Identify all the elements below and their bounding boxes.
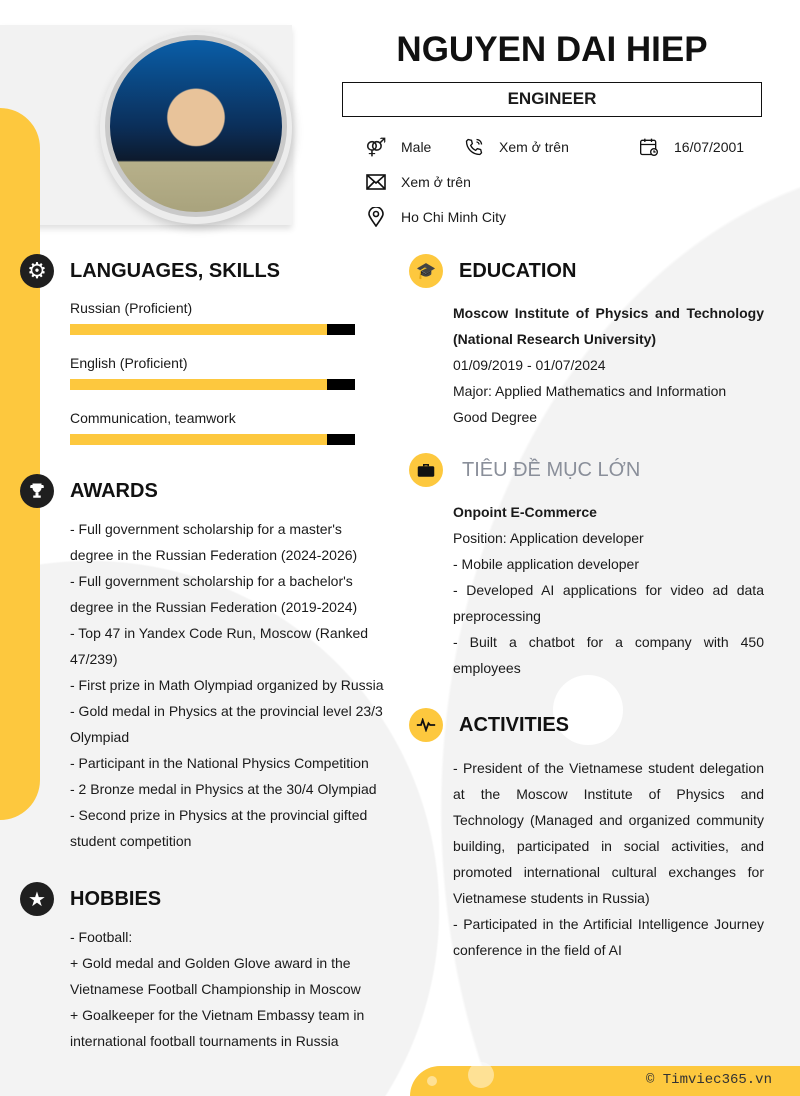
footer-bar xyxy=(410,1066,800,1096)
experience-item: - Developed AI applications for video ad data preprocessing xyxy=(453,582,764,624)
experience-item: - Built a chatbot for a company with 450 employees xyxy=(453,634,764,676)
education-details xyxy=(453,300,764,430)
skill-bar-fill xyxy=(70,324,327,335)
skill-bar xyxy=(70,379,355,390)
skills-list xyxy=(70,300,355,465)
education-dates: 01/09/2019 - 01/07/2024 xyxy=(453,357,606,373)
location-pin-icon xyxy=(365,206,387,228)
award-item: - Participant in the National Physics Competition xyxy=(70,755,369,771)
award-item: - Top 47 in Yandex Code Run, Moscow (Ranked 47/239) xyxy=(70,625,369,667)
phone-value: Xem ở trên xyxy=(499,139,569,155)
footer-credit[interactable]: © Timviec365.vn xyxy=(645,1072,772,1088)
pulse-icon xyxy=(409,708,443,742)
avatar xyxy=(105,35,287,217)
address-item xyxy=(365,206,506,228)
hobbies-heading: HOBBIES xyxy=(70,888,162,910)
hobby-item: + Gold medal and Golden Glove award in the Vietnamese Football Championship in Moscow xyxy=(70,955,361,997)
award-item: - Second prize in Physics at the provincial gifted student competition xyxy=(70,807,368,849)
experience-item: - Mobile application developer xyxy=(453,556,639,572)
skill-bar xyxy=(70,434,355,445)
skills-heading: LANGUAGES, SKILLS xyxy=(70,260,281,282)
company-name: Onpoint E-Commerce xyxy=(453,504,597,520)
skill-bar-fill xyxy=(70,379,327,390)
skill-label: Russian (Proficient) xyxy=(70,300,193,316)
email-item xyxy=(365,171,471,193)
award-item: - Full government scholarship for a master's degree in the Russian Federation (2024-2026) xyxy=(70,521,358,563)
gender-value: Male xyxy=(401,139,432,155)
birthday-value: 16/07/2001 xyxy=(674,139,745,155)
award-item: - Full government scholarship for a bachelor's degree in the Russian Federation (2019-2024) xyxy=(70,573,358,615)
graduation-cap-icon: 🎓 xyxy=(409,254,443,288)
gear-icon: ⚙ xyxy=(20,254,54,288)
accent-bar xyxy=(0,108,40,820)
candidate-name: NGUYEN DAI HIEP xyxy=(396,30,708,69)
education-heading: EDUCATION xyxy=(459,260,577,282)
footer-dot xyxy=(468,1062,494,1088)
footer-dot xyxy=(427,1076,437,1086)
skill-label: Communication, teamwork xyxy=(70,410,236,426)
briefcase-icon xyxy=(409,453,443,487)
school-name: Moscow Institute of Physics and Technology (National Research University) xyxy=(453,305,764,347)
hobby-item: - Football: xyxy=(70,929,133,945)
experience-heading: TIÊU ĐỀ MỤC LỚN xyxy=(462,459,641,481)
address-value: Ho Chi Minh City xyxy=(401,209,507,225)
hobby-item: + Goalkeeper for the Vietnam Embassy team in international football tournaments in Russia xyxy=(70,1007,365,1049)
avatar-frame xyxy=(100,32,292,224)
star-icon: ★ xyxy=(20,882,54,916)
education-major: Major: Applied Mathematics and Information xyxy=(453,383,727,399)
email-value: Xem ở trên xyxy=(401,174,471,190)
education-degree: Good Degree xyxy=(453,409,538,425)
phone-icon xyxy=(463,136,485,158)
experience-details xyxy=(453,499,764,681)
birthday-item xyxy=(638,136,744,158)
hobbies-list xyxy=(70,924,375,1054)
activities-list xyxy=(453,755,764,963)
job-title: ENGINEER xyxy=(342,82,762,117)
award-item: - First prize in Math Olympiad organized by Russia xyxy=(70,677,384,693)
activities-heading: ACTIVITIES xyxy=(459,714,570,736)
awards-heading: AWARDS xyxy=(70,480,158,502)
calendar-icon xyxy=(638,136,660,158)
activity-item: - President of the Vietnamese student delegation at the Moscow Institute of Physics and Technology (Managed and organized community building, participated in social activities, and promoted international cultural exchanges for Vietnamese students in Russia) xyxy=(453,760,764,906)
award-item: - 2 Bronze medal in Physics at the 30/4 Olympiad xyxy=(70,781,377,797)
position: Position: Application developer xyxy=(453,530,644,546)
trophy-icon xyxy=(20,474,54,508)
skill-label: English (Proficient) xyxy=(70,355,188,371)
skill-bar-fill xyxy=(70,434,327,445)
phone-item xyxy=(463,136,569,158)
activity-item: - Participated in the Artificial Intelligence Journey conference in the field of AI xyxy=(453,916,764,958)
awards-list xyxy=(70,516,385,854)
envelope-icon xyxy=(365,171,387,193)
award-item: - Gold medal in Physics at the provincial level 23/3 Olympiad xyxy=(70,703,383,745)
gender-item xyxy=(365,136,431,158)
gender-icon: ⚤ xyxy=(365,136,387,157)
skill-bar xyxy=(70,324,355,335)
